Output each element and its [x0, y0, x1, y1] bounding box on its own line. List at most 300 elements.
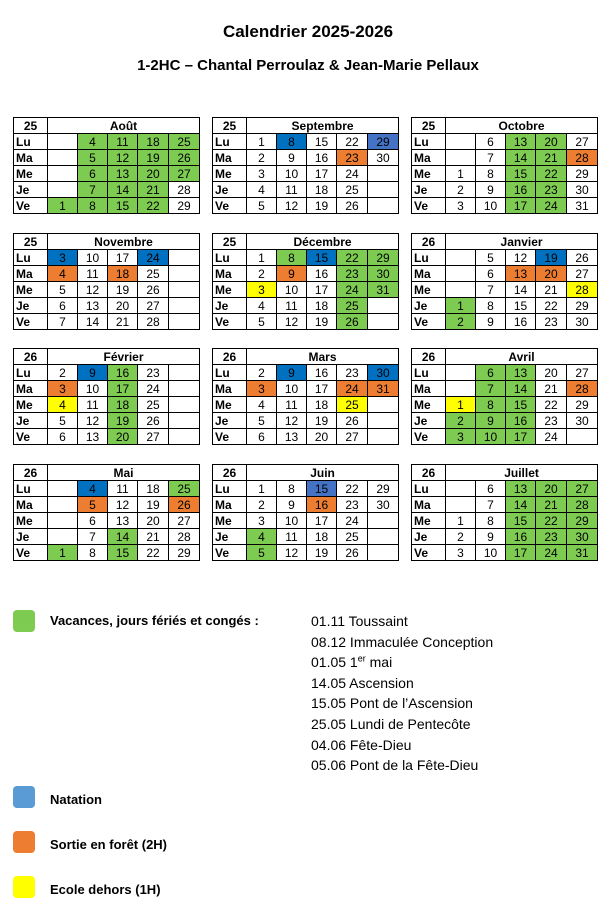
- day-cell: 6: [78, 166, 108, 182]
- day-cell: 25: [337, 529, 368, 545]
- day-cell: 10: [476, 198, 506, 214]
- day-cell: [446, 134, 476, 150]
- day-label: Lu: [14, 250, 48, 266]
- day-label: Lu: [14, 365, 48, 381]
- day-cell: 4: [247, 529, 277, 545]
- day-cell: 19: [307, 314, 337, 330]
- day-cell: 20: [108, 429, 138, 445]
- day-cell: 20: [138, 166, 169, 182]
- day-cell: 18: [138, 481, 169, 497]
- day-cell: 2: [247, 497, 277, 513]
- day-cell: 10: [277, 282, 307, 298]
- page-subtitle: 1-2HC – Chantal Perroulaz & Jean-Marie Pellaux: [137, 57, 479, 74]
- day-label: Ma: [14, 150, 48, 166]
- day-label: Lu: [213, 134, 247, 150]
- day-cell: 7: [476, 497, 506, 513]
- day-label: Ma: [14, 497, 48, 513]
- day-cell: 27: [567, 481, 598, 497]
- day-cell: [48, 481, 78, 497]
- day-cell: 29: [368, 481, 399, 497]
- day-label: Lu: [14, 134, 48, 150]
- day-cell: 29: [567, 513, 598, 529]
- day-label: Je: [14, 182, 48, 198]
- day-cell: 26: [337, 314, 368, 330]
- day-cell: 6: [48, 298, 78, 314]
- day-cell: 9: [277, 266, 307, 282]
- month-avril: [411, 348, 597, 445]
- day-cell: 8: [476, 397, 506, 413]
- day-cell: 6: [247, 429, 277, 445]
- day-cell: 19: [536, 250, 567, 266]
- day-cell: 27: [138, 429, 169, 445]
- day-cell: [368, 298, 399, 314]
- day-cell: 26: [337, 545, 368, 561]
- day-cell: [446, 282, 476, 298]
- month-name: Mars: [247, 349, 399, 365]
- day-cell: 26: [138, 282, 169, 298]
- day-cell: 9: [78, 365, 108, 381]
- day-label: Ma: [213, 497, 247, 513]
- day-cell: 25: [169, 134, 200, 150]
- day-cell: 21: [108, 314, 138, 330]
- day-cell: 25: [169, 481, 200, 497]
- day-cell: 16: [506, 413, 536, 429]
- holiday-item: 15.05 Pont de l’Ascension: [311, 695, 473, 712]
- day-label: Je: [412, 529, 446, 545]
- day-cell: 26: [337, 413, 368, 429]
- day-cell: 7: [48, 314, 78, 330]
- day-cell: 20: [307, 429, 337, 445]
- day-cell: 23: [536, 182, 567, 198]
- day-cell: 23: [337, 150, 368, 166]
- month-year: 26: [213, 349, 247, 365]
- day-cell: 24: [337, 513, 368, 529]
- day-cell: 19: [307, 545, 337, 561]
- day-cell: 5: [48, 282, 78, 298]
- day-cell: 15: [307, 134, 337, 150]
- day-cell: [169, 429, 200, 445]
- day-cell: 1: [446, 166, 476, 182]
- day-cell: 30: [567, 182, 598, 198]
- day-label: Je: [412, 298, 446, 314]
- day-cell: 9: [476, 529, 506, 545]
- day-cell: 15: [506, 513, 536, 529]
- day-cell: 13: [506, 266, 536, 282]
- day-cell: 28: [169, 182, 200, 198]
- day-cell: [169, 397, 200, 413]
- holiday-item: 08.12 Immaculée Conception: [311, 633, 494, 650]
- day-cell: 19: [108, 413, 138, 429]
- day-cell: 9: [277, 497, 307, 513]
- day-cell: [368, 513, 399, 529]
- day-cell: [48, 497, 78, 513]
- day-cell: 13: [277, 429, 307, 445]
- day-label: Ve: [213, 314, 247, 330]
- day-cell: 8: [277, 481, 307, 497]
- day-cell: 13: [78, 298, 108, 314]
- day-cell: 29: [169, 545, 200, 561]
- day-cell: 10: [277, 381, 307, 397]
- day-cell: 7: [476, 381, 506, 397]
- day-cell: 8: [277, 250, 307, 266]
- day-cell: 27: [567, 266, 598, 282]
- day-label: Ve: [14, 314, 48, 330]
- month-septembre: [212, 117, 398, 214]
- day-cell: [169, 298, 200, 314]
- day-cell: 10: [277, 513, 307, 529]
- day-cell: 22: [536, 166, 567, 182]
- day-cell: [169, 282, 200, 298]
- day-label: Me: [14, 397, 48, 413]
- day-cell: 4: [247, 182, 277, 198]
- day-cell: 13: [506, 481, 536, 497]
- day-cell: 15: [307, 250, 337, 266]
- day-cell: 6: [48, 429, 78, 445]
- day-cell: 15: [506, 166, 536, 182]
- day-cell: 21: [536, 497, 567, 513]
- day-label: Ve: [14, 429, 48, 445]
- day-cell: [446, 266, 476, 282]
- day-cell: 14: [506, 282, 536, 298]
- day-cell: 24: [337, 381, 368, 397]
- day-label: Me: [14, 282, 48, 298]
- day-cell: 31: [567, 198, 598, 214]
- day-cell: 3: [446, 545, 476, 561]
- month-year: 25: [213, 234, 247, 250]
- day-cell: 23: [337, 266, 368, 282]
- day-cell: 11: [277, 529, 307, 545]
- day-cell: 12: [108, 497, 138, 513]
- day-cell: 21: [536, 282, 567, 298]
- holiday-item: 01.11 Toussaint: [311, 613, 408, 629]
- day-cell: 8: [476, 513, 506, 529]
- day-cell: 15: [108, 198, 138, 214]
- day-cell: 31: [368, 282, 399, 298]
- day-cell: 25: [138, 397, 169, 413]
- day-cell: 20: [138, 513, 169, 529]
- day-cell: 25: [337, 298, 368, 314]
- day-cell: 30: [368, 497, 399, 513]
- day-cell: 9: [277, 150, 307, 166]
- month-name: Juillet: [446, 465, 598, 481]
- day-cell: 2: [48, 365, 78, 381]
- day-cell: 21: [536, 381, 567, 397]
- day-label: Ma: [213, 381, 247, 397]
- day-label: Je: [14, 529, 48, 545]
- month-mai: [13, 464, 199, 561]
- day-label: Je: [213, 182, 247, 198]
- day-cell: 2: [446, 413, 476, 429]
- day-cell: 3: [247, 381, 277, 397]
- legend-swatch-ecole: [13, 876, 35, 898]
- day-cell: 30: [567, 529, 598, 545]
- day-cell: 24: [138, 250, 169, 266]
- day-cell: 19: [307, 198, 337, 214]
- day-label: Me: [14, 513, 48, 529]
- day-cell: 11: [277, 182, 307, 198]
- day-cell: 1: [247, 134, 277, 150]
- day-label: Lu: [412, 134, 446, 150]
- day-cell: 20: [108, 298, 138, 314]
- day-cell: 27: [337, 429, 368, 445]
- day-cell: [169, 413, 200, 429]
- day-cell: 2: [446, 314, 476, 330]
- day-cell: 18: [108, 397, 138, 413]
- day-cell: [48, 182, 78, 198]
- day-cell: 22: [337, 250, 368, 266]
- day-cell: [169, 381, 200, 397]
- day-label: Me: [213, 282, 247, 298]
- day-cell: 5: [247, 545, 277, 561]
- day-cell: 14: [78, 314, 108, 330]
- day-cell: 20: [536, 365, 567, 381]
- day-label: Ve: [14, 545, 48, 561]
- day-cell: 8: [78, 545, 108, 561]
- day-cell: 18: [108, 266, 138, 282]
- legend-swatch-sortie: [13, 831, 35, 853]
- legend-swatch-natation: [13, 786, 35, 808]
- month-janvier: [411, 233, 597, 330]
- day-cell: 23: [536, 413, 567, 429]
- day-cell: 13: [108, 166, 138, 182]
- day-label: Me: [412, 166, 446, 182]
- day-cell: 17: [506, 198, 536, 214]
- day-label: Lu: [213, 481, 247, 497]
- day-cell: 20: [536, 481, 567, 497]
- day-cell: 3: [247, 282, 277, 298]
- day-cell: 9: [476, 182, 506, 198]
- month-year: 25: [213, 118, 247, 134]
- day-cell: 19: [138, 150, 169, 166]
- day-label: Ve: [412, 429, 446, 445]
- day-cell: 2: [247, 365, 277, 381]
- day-cell: 24: [536, 198, 567, 214]
- day-cell: 16: [307, 266, 337, 282]
- day-cell: 4: [78, 134, 108, 150]
- day-cell: 4: [48, 266, 78, 282]
- day-cell: 27: [567, 134, 598, 150]
- day-label: Ma: [14, 381, 48, 397]
- day-cell: 12: [277, 545, 307, 561]
- day-cell: 17: [108, 250, 138, 266]
- day-cell: 30: [368, 365, 399, 381]
- day-cell: 12: [506, 250, 536, 266]
- day-cell: 1: [48, 198, 78, 214]
- day-cell: 6: [476, 365, 506, 381]
- day-label: Ve: [14, 198, 48, 214]
- month-juin: [212, 464, 398, 561]
- day-cell: [446, 365, 476, 381]
- month-year: 26: [412, 349, 446, 365]
- day-cell: 1: [446, 513, 476, 529]
- day-cell: 13: [506, 134, 536, 150]
- day-cell: [169, 266, 200, 282]
- day-cell: [567, 429, 598, 445]
- day-cell: 16: [506, 314, 536, 330]
- day-label: Ma: [213, 266, 247, 282]
- day-cell: 4: [78, 481, 108, 497]
- day-label: Ve: [213, 545, 247, 561]
- day-cell: 29: [567, 397, 598, 413]
- day-label: Ma: [213, 150, 247, 166]
- day-cell: 23: [536, 529, 567, 545]
- holiday-item: 01.05 1er mai: [311, 653, 393, 671]
- day-cell: 1: [446, 298, 476, 314]
- day-label: Je: [14, 298, 48, 314]
- day-cell: 5: [247, 413, 277, 429]
- day-cell: 14: [108, 182, 138, 198]
- day-cell: 3: [247, 513, 277, 529]
- day-cell: 3: [48, 381, 78, 397]
- day-cell: 4: [247, 397, 277, 413]
- day-cell: 19: [108, 282, 138, 298]
- day-cell: 3: [446, 429, 476, 445]
- day-label: Je: [412, 413, 446, 429]
- day-cell: 6: [476, 481, 506, 497]
- day-cell: [48, 513, 78, 529]
- day-cell: 13: [506, 365, 536, 381]
- month-name: Avril: [446, 349, 598, 365]
- day-cell: 8: [476, 166, 506, 182]
- day-cell: 9: [476, 314, 506, 330]
- day-cell: 31: [567, 545, 598, 561]
- month-year: 26: [14, 349, 48, 365]
- day-cell: 27: [169, 166, 200, 182]
- day-cell: 16: [506, 182, 536, 198]
- day-label: Ve: [213, 429, 247, 445]
- day-cell: 14: [506, 381, 536, 397]
- day-label: Lu: [14, 481, 48, 497]
- day-cell: 23: [536, 314, 567, 330]
- day-cell: 7: [78, 529, 108, 545]
- day-label: Ve: [213, 198, 247, 214]
- day-cell: 10: [277, 166, 307, 182]
- day-cell: 22: [536, 298, 567, 314]
- day-cell: 5: [48, 413, 78, 429]
- day-cell: 2: [446, 182, 476, 198]
- day-cell: 27: [138, 298, 169, 314]
- day-cell: 5: [78, 497, 108, 513]
- day-cell: [169, 365, 200, 381]
- day-cell: 18: [307, 529, 337, 545]
- day-cell: [368, 397, 399, 413]
- day-label: Ve: [412, 545, 446, 561]
- day-cell: 25: [337, 182, 368, 198]
- day-cell: 11: [78, 266, 108, 282]
- day-cell: 4: [48, 397, 78, 413]
- day-cell: 24: [138, 381, 169, 397]
- day-cell: 22: [337, 481, 368, 497]
- day-cell: 5: [247, 314, 277, 330]
- day-cell: 30: [567, 413, 598, 429]
- day-cell: 24: [337, 282, 368, 298]
- day-cell: 15: [307, 481, 337, 497]
- day-cell: 15: [506, 298, 536, 314]
- day-cell: 17: [108, 381, 138, 397]
- day-label: Lu: [213, 365, 247, 381]
- day-cell: 8: [476, 298, 506, 314]
- month-year: 25: [14, 234, 48, 250]
- day-label: Me: [213, 166, 247, 182]
- day-cell: 17: [506, 429, 536, 445]
- day-label: Me: [14, 166, 48, 182]
- day-cell: 10: [78, 381, 108, 397]
- legend-label-ecole: Ecole dehors (1H): [50, 882, 161, 897]
- month-février: [13, 348, 199, 445]
- day-cell: 9: [277, 365, 307, 381]
- day-cell: 16: [506, 529, 536, 545]
- day-cell: 17: [307, 381, 337, 397]
- day-cell: 14: [108, 529, 138, 545]
- month-year: 25: [14, 118, 48, 134]
- day-cell: 11: [108, 134, 138, 150]
- day-cell: 12: [78, 282, 108, 298]
- day-cell: [446, 497, 476, 513]
- day-cell: 27: [567, 365, 598, 381]
- day-label: Ma: [412, 150, 446, 166]
- day-cell: 12: [108, 150, 138, 166]
- day-label: Ve: [412, 314, 446, 330]
- page-title: Calendrier 2025-2026: [222, 22, 394, 41]
- day-cell: [48, 134, 78, 150]
- day-label: Me: [213, 513, 247, 529]
- day-label: Je: [14, 413, 48, 429]
- legend-swatch-vacances: [13, 610, 35, 632]
- day-cell: 28: [567, 150, 598, 166]
- month-year: 26: [412, 234, 446, 250]
- day-cell: 12: [277, 198, 307, 214]
- day-cell: [368, 529, 399, 545]
- day-label: Lu: [213, 250, 247, 266]
- day-cell: [48, 166, 78, 182]
- holiday-list: [311, 611, 493, 776]
- day-cell: [169, 250, 200, 266]
- day-cell: 21: [138, 182, 169, 198]
- month-name: Décembre: [247, 234, 399, 250]
- day-label: Ma: [14, 266, 48, 282]
- day-label: Me: [412, 397, 446, 413]
- month-year: 25: [412, 118, 446, 134]
- day-cell: 17: [307, 513, 337, 529]
- day-cell: 23: [337, 365, 368, 381]
- holiday-item: 05.06 Pont de la Fête-Dieu: [311, 757, 479, 774]
- day-cell: 11: [78, 397, 108, 413]
- month-août: [13, 117, 199, 214]
- day-cell: 25: [337, 397, 368, 413]
- day-label: Je: [213, 298, 247, 314]
- day-cell: 11: [277, 397, 307, 413]
- day-label: Lu: [412, 365, 446, 381]
- day-cell: 1: [247, 250, 277, 266]
- day-cell: 4: [247, 298, 277, 314]
- day-cell: 21: [536, 150, 567, 166]
- day-cell: 28: [567, 282, 598, 298]
- month-name: Septembre: [247, 118, 399, 134]
- day-cell: [368, 314, 399, 330]
- day-label: Lu: [412, 481, 446, 497]
- month-name: Février: [48, 349, 200, 365]
- day-cell: 26: [567, 250, 598, 266]
- month-name: Mai: [48, 465, 200, 481]
- day-label: Ma: [412, 497, 446, 513]
- day-cell: 23: [337, 497, 368, 513]
- day-label: Je: [213, 413, 247, 429]
- month-year: 26: [14, 465, 48, 481]
- day-cell: [368, 166, 399, 182]
- day-cell: 15: [506, 397, 536, 413]
- day-cell: 24: [536, 429, 567, 445]
- day-cell: 28: [567, 381, 598, 397]
